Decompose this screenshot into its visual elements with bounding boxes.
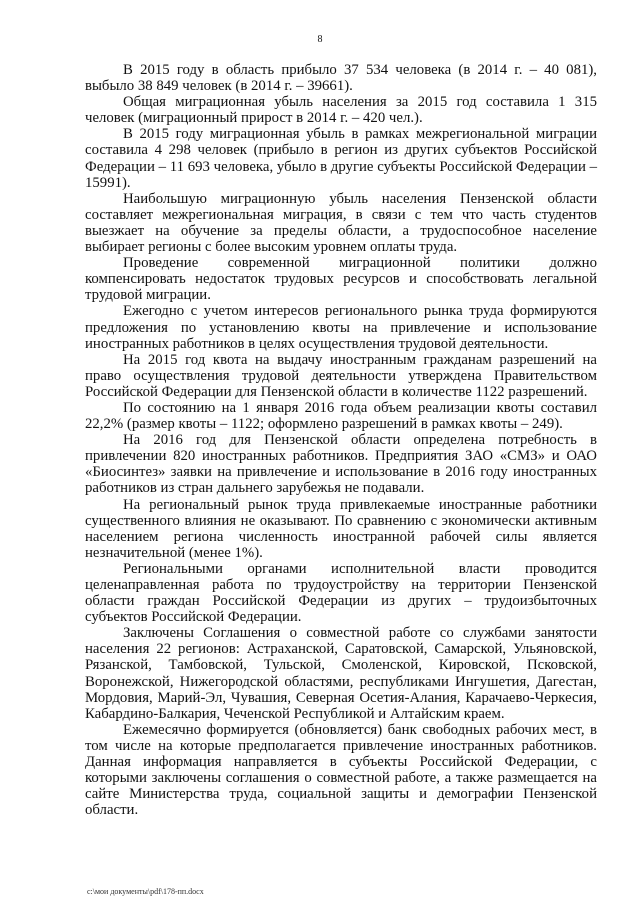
paragraph-job-bank: Ежемесячно формируется (обновляется) банк свободных рабочих мест, в том числе на которые предполагается привлечение иностранных работников. Данная информация направляется в субъекты Российской Федерации, с которыми заключены соглашения о совместной работе, а также размещается на сайте Министерства труда, социальной защиты и демографии Пензенской области. <box>85 721 597 819</box>
paragraph-quota-2016: На 2016 год для Пензенской области определена потребность в привлечении 820 иностранных работников. Предприятия ЗАО «СМЗ» и ОАО «Биосинтез» заявки на привлечение и использование в 2016 году иностранных работников из стран дальнего зарубежья не подавали. <box>85 432 597 497</box>
body-text <box>85 62 597 818</box>
paragraph-largest-loss: Наибольшую миграционную убыль населения Пензенской области составляет межрегиональная миграция, в связи с тем что часть студентов выезжает на обучение за пределы области, а трудоспособное население выбирает регионы с более высоким уровнем оплаты труда. <box>85 190 597 256</box>
paragraph-quota-usage: По состоянию на 1 января 2016 года объем реализации квоты составил 22,2% (размер квоты – 1122; оформлено разрешений в рамках квоты – 249). <box>85 399 597 433</box>
paragraph-migration-2015: В 2015 году в область прибыло 37 534 человека (в 2014 г. – 40 081), выбыло 38 849 человек (в 2014 г. – 39661). <box>85 62 597 95</box>
paragraph-interregional-migration: В 2015 году миграционная убыль в рамках межрегиональной миграции составила 4 298 человек (прибыло в регион из других субъектов Российской Федерации – 11 693 человека, убыло в другие субъекты Российской Федерации – 15991). <box>85 126 597 191</box>
paragraph-quota-proposals: Ежегодно с учетом интересов регионального рынка труда формируются предложения по установлению квоты на привлечение и использование иностранных работников в целях осуществления трудовой деятельности. <box>85 303 597 352</box>
paragraph-migration-loss: Общая миграционная убыль населения за 2015 год составила 1 315 человек (миграционный прирост в 2014 г. – 420 чел.). <box>85 94 597 127</box>
page-number: 8 <box>317 34 323 45</box>
paragraph-migration-policy: Проведение современной миграционной политики должно компенсировать недостаток трудовых ресурсов и способствовать легальной трудовой миграции. <box>85 255 597 304</box>
paragraph-agreements: Заключены Соглашения о совместной работе со службами занятости населения 22 регионов: Астраханской, Саратовской, Самарской, Ульяновской, Рязанской, Тамбовской, Тульской, Смоленской, Кировской, Псковской, Воронежской, Нижегородской областями, республиками Ингушетия, Дагестан, Мордовия, Марий-Эл, Чувашия, Северная Осетия-Алания, Карачаево-Черкесия, Кабардино-Балкария, Чеченской Республикой и Алтайским краем. <box>85 625 597 722</box>
paragraph-quota-2015: На 2015 год квота на выдачу иностранным гражданам разрешений на право осуществления трудовой деятельности утверждена Правительством Российской Федерации для Пензенской области в количестве 1122 разрешений. <box>85 351 597 400</box>
paragraph-employment-work: Региональными органами исполнительной власти проводится целенаправленная работа по трудоустройству на территории Пензенской области граждан Российской Федерации из других – трудоизбыточных субъектов Российской Федерации. <box>85 560 597 626</box>
paragraph-foreign-workers-influence: На региональный рынок труда привлекаемые иностранные работники существенного влияния не оказывают. По сравнению с экономически активным населением региона численность иностранной рабочей силы является незначительной (менее 1%). <box>85 496 597 561</box>
footer-file-path: c:\мои документы\pdf\178-пп.docx <box>87 887 204 896</box>
